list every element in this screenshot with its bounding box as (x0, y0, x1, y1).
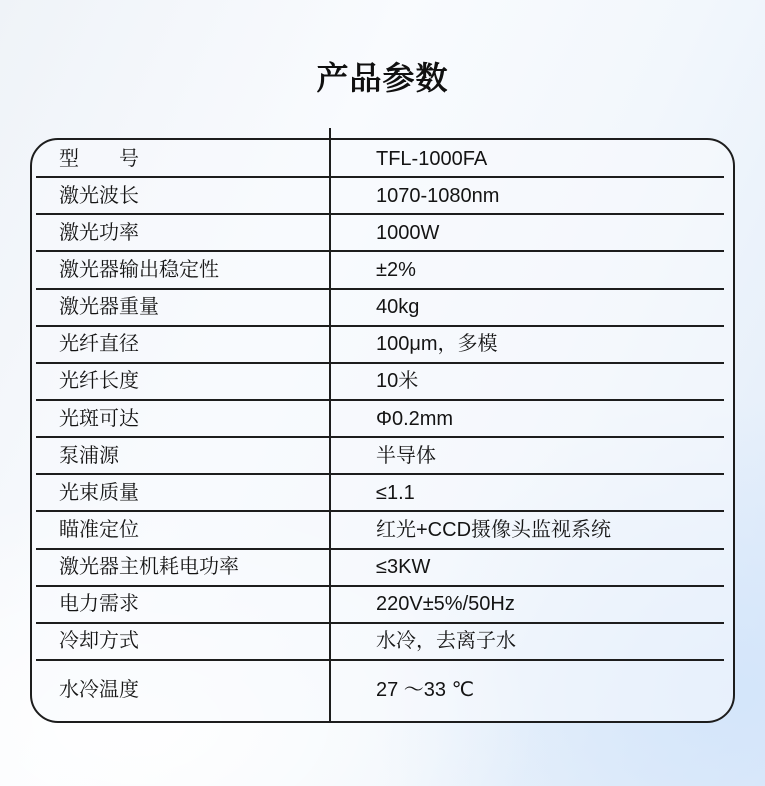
spec-value: ≤1.1 (376, 481, 415, 504)
page-title: 产品参数 (316, 60, 449, 96)
spec-label: 瞄准定位 (59, 518, 139, 541)
spec-label: 冷却方式 (59, 630, 139, 653)
spec-label: 激光器重量 (59, 296, 159, 319)
spec-value: ≤3KW (376, 556, 431, 579)
table-row (32, 437, 733, 474)
table-row (32, 400, 733, 437)
table-row (32, 214, 733, 251)
table-row (32, 586, 733, 623)
spec-value: 水冷，去离子水 (376, 630, 516, 653)
spec-label: 光斑可达 (59, 407, 139, 430)
table-row (32, 251, 733, 288)
spec-value: 1000W (376, 221, 440, 244)
spec-value: 220V±5%/50Hz (376, 593, 515, 616)
table-row (32, 474, 733, 511)
spec-label: 水冷温度 (59, 679, 139, 702)
spec-value: 27 ～33 ℃ (376, 679, 475, 702)
table-row (32, 326, 733, 363)
table-row (32, 511, 733, 548)
table-row (32, 289, 733, 326)
spec-value: 红光+CCD摄像头监视系统 (376, 518, 612, 541)
spec-label: 光束质量 (59, 481, 139, 504)
spec-label: 光纤长度 (59, 370, 139, 393)
spec-value: 半导体 (376, 444, 436, 467)
spec-label: 激光功率 (59, 221, 139, 244)
spec-value: 10米 (376, 370, 419, 393)
spec-label: 光纤直径 (59, 333, 139, 356)
table-row (32, 177, 733, 214)
spec-value: 1070-1080nm (376, 184, 500, 207)
spec-label: 型 号 (59, 147, 139, 170)
spec-label: 激光器主机耗电功率 (59, 556, 239, 579)
spec-value: Φ0.2mm (376, 407, 454, 430)
spec-label: 电力需求 (59, 593, 139, 616)
spec-label: 激光波长 (59, 184, 139, 207)
table-row (32, 363, 733, 400)
table-row (32, 623, 733, 660)
spec-value: 100μm，多模 (376, 333, 498, 356)
spec-label: 泵浦源 (59, 444, 119, 467)
table-row (32, 549, 733, 586)
table-row (32, 140, 733, 177)
table-row (32, 660, 733, 721)
column-divider-line (329, 128, 331, 723)
spec-value: TFL-1000FA (376, 147, 488, 170)
spec-label: 激光器输出稳定性 (59, 258, 219, 281)
spec-value: 40kg (376, 296, 420, 319)
spec-value: ±2% (376, 258, 416, 281)
spec-table (30, 138, 735, 723)
